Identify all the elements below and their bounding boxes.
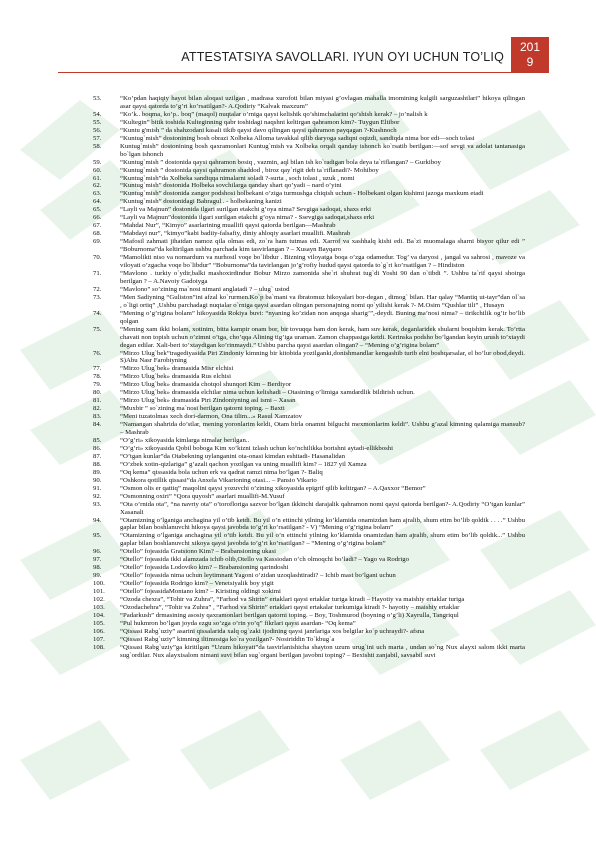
question-number: 88. — [93, 460, 102, 468]
question-item — [93, 270, 525, 286]
question-text: “Ozodachehra”, “Tohir va Zuhra” , “Farhod va Shirin” ertaklari qaysi ertakalar turkumiga kiradi ?- hayotiy – maishiy ertaklar — [120, 604, 460, 611]
question-item — [93, 350, 525, 366]
question-item — [93, 294, 525, 310]
question-item — [93, 405, 525, 413]
question-text: “Kuntug`mish ” dostonida qaysi qahramon bosiq , vazmin, aql bilan ish ko`radigan bola deya ta`riflangan? – Gurkiboy — [120, 158, 441, 166]
question-number: 63. — [93, 190, 102, 198]
question-item — [93, 445, 525, 453]
question-number: 73. — [93, 293, 102, 301]
question-text: “Ota o’rnida ota”, “na navriy ota” o’torofloriga sazvor bo’lgan ikkinchi darajalik qahramon nomi qaysi qatorda berilgan?- A.Qodiriy “O’tgan kunlar” Xasanali — [120, 500, 525, 516]
question-item — [93, 556, 525, 564]
question-text: “Mafosil zahmati jihatdan namoz qila olmas edi, zo`ra ham tutmas edi. Xarrof va xashhalq kishi edi. Ba`zi muomalaga sharni bisyor qilur edi ” “Boburnoma”da keltirilgan ushbu parchada kim tasvirlangan ? – Xusayn Bayqaro — [120, 238, 525, 254]
question-item — [93, 198, 525, 206]
question-item — [93, 310, 525, 326]
question-item — [93, 206, 525, 214]
question-text: “Mavlono . turkiy o`ydir,balki mashoxirdindur Bobur Mirzo zamonida she`ri shuhrat tug`di Yoshi 90 dan o`tibdi ”. Ushbu ta`rif qaysi shoirga berilgan ? – A.Navoiy Gadoiyga — [120, 269, 525, 285]
question-number: 105. — [93, 619, 105, 627]
question-item — [93, 230, 525, 238]
question-text: “Kuntug`mish ” dostonida qaysi qahramon shaddod , biroz qay`rigit deb ta`riflanadi?- Mohiboy — [120, 166, 379, 174]
question-text: “Kuntu g'mish ” da shahzodani kasali tikib qaysi davo qilingan qaysi qahramon payqagan ?-Kushnoch — [120, 126, 397, 134]
question-item — [93, 596, 525, 604]
question-number: 57. — [93, 134, 102, 142]
question-text: “Meni tuzatolmas xech dori-darmon, Ona tilim...» Rasul Xamzatov — [120, 413, 303, 421]
question-item — [93, 453, 525, 461]
question-number: 72. — [93, 285, 102, 293]
question-text: “Mirzo Ulug`bek» dramasida Misr elchisi — [120, 365, 234, 373]
question-item — [93, 636, 525, 644]
question-text: “Padarkush” drmasining asosiy qaxramonlari berilgan qatorni toping. – Boy, Toshmurod (boyning o’g’li) Xayrulla, Tangriqul — [120, 611, 459, 619]
question-text: “Kuntug`mish” dostonidagi Bahragul . - holbekaning kanizi — [120, 198, 282, 206]
question-text: “Mahdai Nur”, “Kimyo” asarlarining muallifi qaysi qatorda berilgan—Mashrab — [120, 222, 336, 230]
question-item — [93, 238, 525, 254]
question-number: 107. — [93, 635, 105, 643]
question-item — [93, 628, 525, 636]
question-text: “Qissasi Rabg`uziy”ga kiritilgan “Uzum hikoyati”da tasvirlanishicha shayton uzum urug`ini uch marta , undan so`ng Nux alayxi salom ikki marta sug`ordilar. Nux alayxisalom nimani suvi bilan sug`organi berilgan javobni toping? – Bexishti zanjabil, savsabil suvi — [120, 643, 525, 659]
question-item — [93, 373, 525, 381]
question-text: “Otello” fojeasida nima uchun leytimnant Yagoni o’zidan uzoqlashtiradi? – Ichib mast bo’lgani uchun — [120, 572, 396, 580]
question-item — [93, 620, 525, 628]
question-text: “Otello” fojeasida Gratsiono Kim? – Brabansioning ukasi — [120, 548, 276, 556]
question-number: 90. — [93, 476, 102, 484]
question-number: 65. — [93, 206, 102, 214]
question-item — [93, 159, 525, 167]
question-item — [93, 135, 525, 143]
question-number: 76. — [93, 349, 102, 357]
question-number: 80. — [93, 389, 102, 397]
question-item — [93, 548, 525, 556]
question-number: 55. — [93, 118, 102, 126]
question-item — [93, 95, 525, 111]
question-number: 60. — [93, 166, 102, 174]
question-text: “Kultegin” bitik toshida Kulteginning qabr toshidagi naqshni keltirgan qahramon kim?- Tuygun Eltibor — [120, 118, 400, 126]
question-item — [93, 222, 525, 230]
question-item — [93, 437, 525, 445]
question-number: 83. — [93, 413, 102, 421]
question-number: 103. — [93, 604, 105, 611]
header-divider — [58, 72, 511, 73]
question-text: “Mabdayi nur”, “kimyo”kabi badiiy-falsafiy, diniy ahloqiy asarlari muallifi. Mashrab — [120, 230, 351, 238]
question-item — [93, 564, 525, 572]
question-number: 70. — [93, 254, 102, 262]
question-text: “Layli va Majnun”dostonida ilgari surilgan etakchi g’oya nima? - Ssevgiga sadoqat,shaxs erki — [120, 214, 375, 222]
question-text: “Otello” fojeasidaMontano kim? – Kiristing oldingi xokimi — [120, 588, 281, 596]
question-text: “Oq kema” qissasida bola uchun erk va qadrat ramzi nima bo’lgan ?- Baliq — [120, 468, 323, 476]
question-text: “Kuntug`mish” dostonida Holbeka sovchilarga qanday shart qo’yadi – nard o’yini — [120, 182, 342, 190]
question-item — [93, 477, 525, 485]
question-item — [93, 469, 525, 477]
question-text: “Mirzo Ulug`bek» dramasida chotqol shunqori Kim – Berdiyor — [120, 381, 292, 389]
question-number: 69. — [93, 238, 102, 246]
question-item — [93, 182, 525, 190]
page-title: ATTESTATSIYA SAVOLLARI. IYUN OYI UCHUN TO’LIQ — [181, 50, 504, 64]
question-number: 86. — [93, 444, 102, 452]
page-header — [0, 0, 596, 80]
question-text: “O’tgan kunlar”da Otabekning uylanganini ota-onasi kimdan eshitadi- Hasanalidan — [120, 452, 345, 460]
question-number: 82. — [93, 405, 102, 413]
question-number: 85. — [93, 436, 102, 444]
question-list — [93, 95, 525, 660]
question-item — [93, 214, 525, 222]
question-item — [93, 326, 525, 350]
question-item — [93, 286, 525, 294]
question-text: “Mening xam ikki bolam, xotinim, bitta kampir onam bor, bir tovuqqa ham don kerak, ham suv kerak, deganlaridek shularni boqishim kerak. To’rtta chavati non topish uchun o’zimni o’tga, cho’qqa Alining tig’iga uraman. Zamon chappasiga ketdi. Kerinska podsho bo’lgandan keyin urush to’xtaydi degan edilar. Xali-beri to’xtaydigan ko’rinmaydi.” Ushbu parcha qaysi asardan olingan? – “Mening o’g’rigina bolam” — [120, 325, 525, 349]
question-item — [93, 119, 525, 127]
question-text: “Otello” fojeasida Rodrigo kim? – Venetsiyalik boy yigit — [120, 580, 274, 588]
question-text: “O’zbek xotin-qizlariga” g’azali qachon yozilgan va uning muallifi kim? – 1827 yil Xamza — [120, 460, 367, 468]
question-item — [93, 190, 525, 198]
question-item — [93, 143, 525, 159]
question-text: “Kuntug`mish” dostonining bosh obrazi Xolbeka Alloma tavakkal qilib daryoga sadiqni oqizdi, sandiqda nima bor edi—soch tolasi — [120, 134, 475, 142]
question-item — [93, 604, 525, 612]
question-number: 98. — [93, 564, 102, 572]
question-number: 61. — [93, 174, 102, 182]
question-number: 104. — [93, 611, 105, 619]
question-number: 53. — [93, 95, 102, 102]
question-number: 78. — [93, 373, 102, 381]
question-number: 106. — [93, 627, 105, 635]
question-item — [93, 580, 525, 588]
question-number: 79. — [93, 381, 102, 389]
question-text: “Pul hukmron bo’lgan joyda ezgu so’zga o’rin yo’q” fikrlari qaysi asardan- “Oq kema” — [120, 619, 356, 627]
question-number: 62. — [93, 182, 102, 190]
question-text: “Ko’k.. boqma, ko’p.. boq” (maqol) nuqtalar o’rniga qaysi kelishik qo’shimchalarini qo’shish kerak? – jo’nalish k — [120, 110, 428, 118]
year-badge-line1: 201 — [519, 40, 541, 54]
question-item — [93, 381, 525, 389]
question-text: “Otamizning o’lganiga anchagina yil o’tib ketdi. Bu yil o’n ettinchi yilning ko’klamida onamizdan ham ajralib, shum etim bo’lib qoldik . . . .” Ushbu gaplar bilan boshlanuvchi hikoya qaysi javobda to’g’ri ko’rsatilgan? - V) “Mening o’g’rigina bolam” — [120, 516, 525, 532]
question-item — [93, 644, 525, 660]
question-text: “Osmon olis er qattiq” maqolini qaysi yozuvchi o’zining xikoyasida epigrif qilib keltirgan? – A.Qaxxor “Bemor” — [120, 484, 426, 492]
question-text: “Mirzo Ulug`bek”tragediyasida Piri Zindoniy kimning bir kitobida yozilganki,donishmandlar kengashib turib elni boshqarsalar, el bo’lur obod,deydi. S)Abu Nasr Farobiyning — [120, 349, 525, 365]
question-number: 58. — [93, 142, 102, 150]
question-number: 102. — [93, 596, 105, 604]
question-text: “Mening o’g’rigina bolam” hikoyasida Rokiya buvi: “nyaning ko’zidan non anqoga sharig’”,-deydi. Buning ma’nosi nima? – tirikchilik og’ir bo’lib qolgan — [120, 309, 525, 325]
question-text: “Qissasi Rabg`uziy” kimning iltimosiga ko`ra yozilgan?- Nosiriddin To`kbug`a — [120, 635, 335, 643]
question-number: 96. — [93, 548, 102, 556]
question-text: “Otello” fojeasida Lodoviko kim? – Brabansioning qarindoshi — [120, 564, 289, 572]
question-text: “Kuntug`mish” dostonida zangor podshosi holbekani o’ziga turmushga chiqish uchun - Holbekani olgan kishimi jazoga maxkum etadi — [120, 190, 484, 198]
question-number: 108. — [93, 643, 105, 651]
question-number: 66. — [93, 214, 102, 222]
question-item — [93, 501, 525, 517]
question-text: “Namangan shahrida do’stlar, mening yoronlarim keldi, Otam birla onamni bilguchi mexmonlarim keldi”. Ushbu g’azal kimning qalamiga mansub? – Mashrab — [120, 421, 525, 437]
question-item — [93, 532, 525, 548]
question-text: “Mamolikti niso va nomardum va nurhosil voqe bo`libdur . Bizning viloyatga boqa o’zga odamedur. Tog’ va daryosi , jangal va sahrosi , mavoze va viloyati o’zgacha voqe bo`libdur” “Boburnoma”da tavirlangan jo’g’rofiy hudud qaysi qatorda to`g`ri ko’rsatilgan ? – Hindiston — [120, 254, 525, 270]
question-text: “Mirzo Ulug`bek» dramasida Rus elchisi — [120, 373, 231, 381]
question-text: “O’g’ri» xikoyasida Qobil boboga Kim xo’kizni izlash uchun ko’nchilikka borishni aytadi-ellikboshi — [120, 444, 393, 452]
year-badge — [511, 37, 549, 73]
question-number: 59. — [93, 158, 102, 166]
question-number: 94. — [93, 516, 102, 524]
question-item — [93, 254, 525, 270]
question-text: “Muxbir ” so`zining ma`nosi berilgan qatorni toping. – Baxti — [120, 405, 285, 413]
question-number: 93. — [93, 500, 102, 508]
question-number: 99. — [93, 572, 102, 580]
question-text: “Ozoda chexra”, “Tohir va Zuhra”, “Farhod va Shirin” ertaklari qaysi ertaklar turiga kiradi – Hayotiy va maishiy ertaklar turiga — [120, 596, 465, 604]
question-number: 67. — [93, 222, 102, 230]
question-number: 56. — [93, 126, 102, 134]
question-number: 89. — [93, 468, 102, 476]
question-item — [93, 397, 525, 405]
question-number: 95. — [93, 532, 102, 540]
question-text: “O’g’ri» xikoyasida kimlarga nimalar berilgan.. — [120, 436, 250, 444]
question-text: “Otamizning o’lganiga anchagina yil o’tib ketdi. Bu yil o’n ettinchi yilning ko’klamida onamizdan ham ajralib, shum etim bo’lib qoldik...” Ushbu gaplar bilan boshlanuvchi xikoya qaysi javobda to’g’ri ko’rsatilgan? – “Mening o’g’rigina bolam” — [120, 532, 525, 548]
question-item — [93, 612, 525, 620]
question-number: 75. — [93, 325, 102, 333]
question-number: 97. — [93, 556, 102, 564]
question-text: “Mirzo Ulug`bek» dramasida elchilar nima uchun kelishadi – Otasining o’limiga xamdardlik bildirish uchun. — [120, 389, 415, 397]
question-item — [93, 365, 525, 373]
question-item — [93, 175, 525, 183]
question-item — [93, 111, 525, 119]
question-number: 81. — [93, 397, 102, 405]
question-number: 77. — [93, 365, 102, 373]
question-text: “Oshkora qotillik qissasi”da Anxela Vikarioning otasi... – Pansio Vikario — [120, 476, 317, 484]
question-number: 68. — [93, 230, 102, 238]
question-number: 101. — [93, 588, 105, 596]
question-number: 74. — [93, 309, 102, 317]
question-item — [93, 167, 525, 175]
question-text: “Osmonning oxiri” “Qora quyosh” asarlari muallifi-M.Yusuf — [120, 492, 285, 500]
question-text: “Ko’pdan haqiqiy hayot bilan aloqasi uzilgan , madrasa xurofoti bilan miyasi g’ovlagan mahalla imomining kulgili sarguzashtlari” hikoya qilingan asar qaysi qatorda to’g’ri ko’rsatilgan?- A.Qodiriy “Kalvak maxzum” — [120, 95, 525, 110]
question-number: 71. — [93, 269, 102, 277]
question-item — [93, 127, 525, 135]
question-item — [93, 421, 525, 437]
question-item — [93, 461, 525, 469]
question-number: 91. — [93, 484, 102, 492]
question-text: “Men Sadiyning “Guliston”ini afzal ko`rurmen.Ko`p ba`mani va ibratomuz hikoyalari bor-degan , dimog` bilan. Har qalay “Mantiq ut-tayr”dan ol`sa , o`ligi ortiq” ,Ushbu parchadagi nuqtalar o`rniga qaysi asardan olingan personajning nomi qo`yilishi kerak ?- M.Osim “Qushlar tili” , Husayn — [120, 293, 525, 309]
question-item — [93, 493, 525, 501]
question-number: 92. — [93, 492, 102, 500]
question-text: “Qissasi Rabg`uziy” asarini qissalarida xalq og`zaki ijodining qaysi janrlariga xos belgilar ko`p uchraydi?- afsna — [120, 627, 425, 635]
question-text: “Otello” fojeasida ikki alamzada ichib olib,Otello va Kassiodan o’ch olmoqchi bo’ladi? – Yago va Rodrigo — [120, 556, 410, 564]
year-badge-line2: 9 — [526, 55, 534, 69]
question-text: Kuntug`mish” dostonining bosh qaxramonlari Kuntug`mish va Xolbeka orqali qanday ishonch ko`rsatib berilgan:—sof sevgi va adolat tantanasiga bo`lgan ishonch — [120, 142, 525, 158]
question-item — [93, 517, 525, 533]
question-item — [93, 389, 525, 397]
question-item — [93, 485, 525, 493]
question-text: “Mavlono” so’zining ma`nosi nimani anglatadi ? – ulug` ustod — [120, 285, 290, 293]
question-item — [93, 588, 525, 596]
question-item — [93, 413, 525, 421]
question-number: 64. — [93, 198, 102, 206]
question-text: “Kuntug`mish”da Xolbeka sandiqqa nimalarni soladi ?-surta , soch tolasi , uzuk , nomi — [120, 174, 355, 182]
question-text: “Mirzo Ulug`bek» dramasida Piri Zindoniyning asl ismi – Xasan — [120, 397, 296, 405]
question-text: “Layli va Majnun” dostonida ilgari surilgan etakchi g’oya nima? Sevgiga sadoqat, shaxs erki — [120, 206, 371, 214]
question-number: 87. — [93, 452, 102, 460]
question-item — [93, 572, 525, 580]
question-number: 84. — [93, 421, 102, 429]
question-number: 100. — [93, 580, 105, 588]
question-number: 54. — [93, 110, 102, 118]
